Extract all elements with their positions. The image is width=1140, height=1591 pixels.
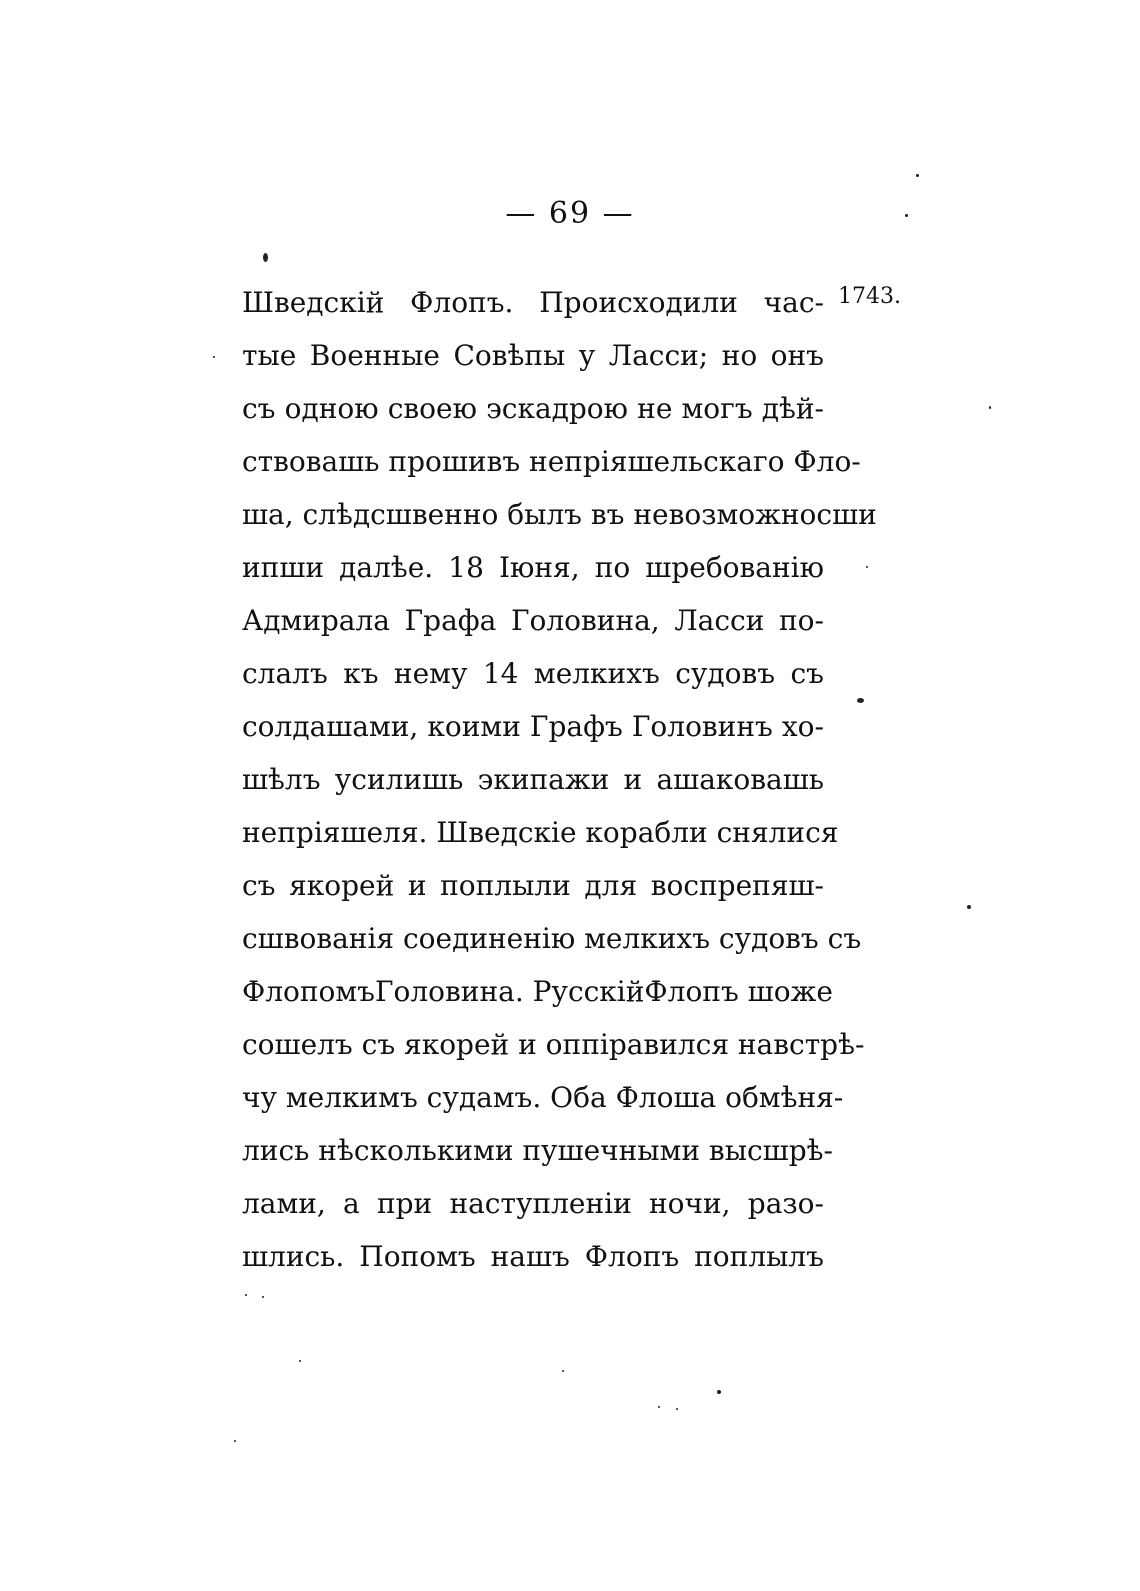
scan-speck	[905, 214, 908, 217]
scan-speck	[717, 1390, 721, 1394]
scan-speck	[262, 1296, 264, 1298]
scan-speck	[989, 406, 991, 409]
scan-speck	[213, 356, 215, 358]
text-line: шѣлъ усилишь экипажи и ашаковашь	[242, 763, 824, 796]
scan-speck	[866, 566, 868, 568]
scan-speck	[245, 1294, 247, 1296]
text-line: слалъ къ нему 14 мелкихъ судовъ съ	[242, 657, 824, 690]
scan-speck	[967, 905, 971, 909]
text-line: ипши далѣе. 18 Іюня, по шребованію	[242, 551, 824, 584]
text-line: шлись. Попомъ нашъ Флопъ поплылъ	[242, 1240, 824, 1273]
scan-speck	[562, 1370, 564, 1372]
text-line: сшвованія соединенію мелкихъ судовъ съ	[242, 922, 862, 955]
text-line: ствовашь прошивъ непріяшельскаго Фло-	[242, 445, 861, 478]
scan-speck	[658, 1406, 660, 1408]
scan-speck	[299, 1360, 301, 1362]
text-line: чу мелкимъ судамъ. Оба Флоша обмѣня-	[242, 1081, 844, 1114]
scan-speck	[676, 1408, 678, 1410]
text-line: лись нѣсколькими пушечными высшрѣ-	[242, 1134, 833, 1167]
text-line: Адмирала Графа Головина, Ласси по-	[242, 604, 824, 637]
text-line: Шведскій Флопъ. Происходили час-	[242, 286, 824, 319]
text-line: солдашами, коими Графъ Головинъ хо-	[242, 710, 824, 743]
text-line: сошелъ съ якорей и оппіравился навстрѣ-	[242, 1028, 865, 1061]
margin-year-note: 1743.	[838, 284, 901, 309]
scan-speck	[916, 174, 919, 177]
text-line: съ якорей и поплыли для воспрепяш-	[242, 869, 824, 902]
scan-speck	[263, 253, 268, 262]
text-line: съ одною своею эскадрою не могъ дѣй-	[242, 392, 824, 425]
scan-speck	[857, 698, 864, 703]
scan-speck	[234, 1440, 236, 1442]
text-line: тые Военные Совѣпы у Ласси; но онъ	[242, 339, 824, 372]
text-line: непріяшеля. Шведскіе корабли снялися	[242, 816, 839, 849]
text-line: лами, а при наступленіи ночи, разо-	[242, 1187, 824, 1220]
page-number: — 69 —	[505, 196, 635, 231]
text-line: ФлопомъГоловина. РусскійФлопъ шоже	[242, 975, 833, 1008]
text-line: ша, слѣдсшвенно былъ въ невозможносши	[242, 498, 877, 531]
